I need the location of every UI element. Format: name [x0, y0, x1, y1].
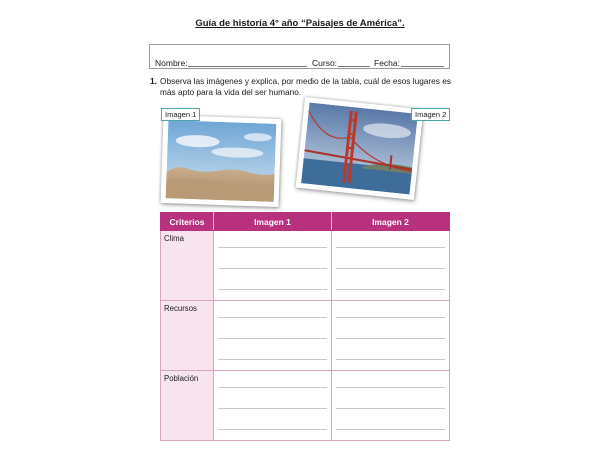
table-row	[161, 301, 450, 371]
name-label: Nombre:	[155, 58, 188, 68]
header-imagen-1: Imagen 1	[214, 213, 332, 231]
student-info-box	[149, 44, 450, 69]
name-field[interactable]	[188, 66, 307, 67]
date-field[interactable]	[401, 66, 444, 67]
answer-cell[interactable]	[332, 301, 450, 371]
table-header-row	[161, 213, 450, 231]
question-text: Observa las imágenes y explica, por medio de la tabla, cuál de esos lugares es más apto para la vida del ser humano.	[160, 76, 452, 97]
date-label: Fecha:	[374, 58, 400, 68]
course-field[interactable]	[338, 66, 370, 67]
image-1-label: Imagen 1	[161, 108, 200, 121]
golden-gate-photo	[296, 97, 424, 200]
criterion-clima: Clima	[161, 231, 214, 301]
worksheet-title: Guía de historia 4° año “Paisajes de América”.	[195, 18, 405, 29]
answer-cell[interactable]	[214, 301, 332, 371]
answer-cell[interactable]	[214, 371, 332, 441]
question-number: 1.	[150, 76, 157, 86]
criterion-poblacion: Población	[161, 371, 214, 441]
image-2-label: Imagen 2	[411, 108, 450, 121]
desert-photo	[161, 115, 282, 207]
header-criterios: Criterios	[161, 213, 214, 231]
table-row	[161, 371, 450, 441]
course-label: Curso:	[312, 58, 338, 68]
answer-cell[interactable]	[214, 231, 332, 301]
answer-cell[interactable]	[332, 231, 450, 301]
answer-cell[interactable]	[332, 371, 450, 441]
criterion-recursos: Recursos	[161, 301, 214, 371]
table-row	[161, 231, 450, 301]
header-imagen-2: Imagen 2	[332, 213, 450, 231]
comparison-table	[160, 212, 450, 441]
